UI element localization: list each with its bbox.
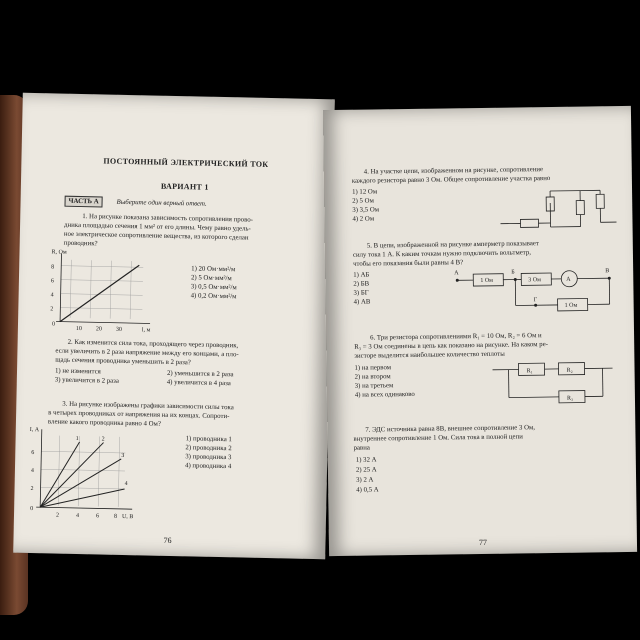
- q1-ytick: 4: [50, 292, 54, 299]
- q6-line-2: R₃ = 3 Ом соединены в цепь как показано на рисунке. На каком ре-: [354, 341, 549, 351]
- q3-line-3: вление какого проводника равно 4 Ом?: [47, 418, 161, 428]
- q4-resistor: [576, 201, 584, 215]
- q3-x-label: U, В: [121, 513, 134, 521]
- q3-ytick: 0: [30, 506, 34, 513]
- q7-line-2: внутреннее сопротивление 1 Ом. Сила тока в полной цепи: [353, 433, 523, 443]
- q7-option-3: 3) 2 А: [356, 476, 374, 484]
- q1-x-label: l, м: [141, 327, 151, 334]
- q6-option-4: 4) на всех одинаково: [354, 390, 415, 399]
- q4-circuit: [500, 182, 621, 234]
- q3-option-4: 4) проводника 4: [185, 462, 232, 471]
- q3-line-label: 3: [121, 452, 125, 459]
- q4-option-1: 1) 12 Ом: [352, 188, 378, 196]
- q4-option-3: 3) 3,5 Ом: [352, 206, 380, 214]
- q3-y-axis: [40, 429, 42, 507]
- q7-line-3: равна: [353, 444, 370, 452]
- q3-ytick: 2: [30, 486, 34, 493]
- q7-option-1: 1) 32 А: [355, 456, 377, 464]
- q7-option-4: 4) 0,5 А: [356, 486, 379, 494]
- q3-option-1: 1) проводника 1: [185, 435, 232, 444]
- part-label: ЧАСТЬ А: [64, 196, 102, 208]
- q2-option-4: 4) увеличится в 4 раза: [166, 378, 231, 388]
- q6-r1-label: R₁: [526, 368, 533, 375]
- q5-line-2: силу тока 1 А. К каким точкам нужно подключить вольтметр,: [352, 249, 531, 259]
- q2-option-1: 1) не изменится: [54, 367, 101, 376]
- q6-circuit: [492, 358, 623, 410]
- q1-line-3: ное электрическое сопротивление вещества, из которого сделан: [63, 230, 249, 242]
- q1-line-4: проводник?: [63, 239, 98, 248]
- q1-option-4: 4) 0,2 Ом·мм²/м: [190, 292, 237, 301]
- q3-line-2: в четырех проводниках от напряжения на их концах. Сопроти-: [48, 409, 230, 421]
- q3-line-4-mark: [40, 487, 124, 509]
- q5-r3-label: 1 Ом: [564, 302, 578, 309]
- q5-option-4: 4) АВ: [353, 298, 371, 306]
- q6-line-3: зисторе выделится наибольшее количество теплоты: [354, 350, 505, 360]
- q7-line-1: 7. ЭДС источника равна 8В, внешнее сопротивление 3 Ом,: [365, 424, 536, 434]
- q5-point-b: Б: [511, 269, 515, 276]
- right-page: [323, 106, 637, 556]
- left-page: [13, 93, 335, 559]
- q5-line-3: чтобы его показания были равны 4 В?: [353, 259, 464, 268]
- q1-y-label: R, Ом: [51, 249, 67, 256]
- q5-option-3: 3) БГ: [353, 289, 369, 297]
- q1-option-1: 1) 20 Ом·мм²/м: [191, 265, 236, 274]
- q5-point-v: В: [605, 268, 610, 275]
- q5-r1-label: 1 Ом: [480, 277, 493, 284]
- instruction: Выберите один верный ответ.: [116, 198, 207, 208]
- q5-point-g: Г: [533, 297, 538, 304]
- q1-xtick: 20: [95, 326, 102, 333]
- q5-option-2: 2) БВ: [353, 280, 370, 288]
- q5-point-a: А: [454, 270, 459, 277]
- q4-resistor: [520, 219, 538, 227]
- q5-line-1: 5. В цепи, изображенной на рисунке амперметр показывает: [366, 240, 539, 250]
- q3-graph: [28, 427, 140, 519]
- q6-option-1: 1) на первом: [354, 364, 392, 372]
- q3-x-axis: [36, 507, 132, 509]
- q2-option-3: 3) увеличится в 2 раза: [54, 376, 119, 385]
- q1-x-axis: [56, 322, 150, 324]
- page-number: 76: [163, 535, 172, 545]
- q3-line-1: 3. На рисунке изображены графики зависимости силы тока: [62, 400, 234, 412]
- q6-r3-label: R₃: [566, 395, 574, 402]
- q3-xtick: 2: [55, 512, 60, 519]
- q2-line-3: щадь сечения проводника уменьшить в 2 раза?: [55, 356, 191, 367]
- q1-y-axis: [60, 254, 61, 322]
- q1-line-2: дника площадью сечения 1 мм² от его длины. Чему равно удель-: [64, 221, 251, 233]
- q3-xtick: 6: [95, 513, 100, 520]
- q6-r2-label: R₂: [566, 367, 573, 374]
- q3-xtick: 8: [113, 513, 118, 520]
- q3-ytick: 6: [31, 450, 35, 457]
- q5-r2-label: 3 Ом: [528, 277, 541, 284]
- variant-title: ВАРИАНТ 1: [160, 181, 209, 192]
- q4-line-2: каждого резистора равно 3 Ом. Общее сопротивление участка равно: [351, 175, 551, 185]
- q1-option-3: 3) 0,5 Ом·мм²/м: [190, 283, 237, 292]
- q1-ytick: 6: [50, 278, 54, 285]
- q2-line-2: если увеличить в 2 раза напряжение между его концами, а пло-: [55, 347, 239, 359]
- q6-option-2: 2) на втором: [354, 373, 391, 381]
- q3-option-3: 3) проводника 3: [185, 453, 232, 462]
- q3-ytick: 4: [30, 468, 34, 475]
- q6-line-1: 6. Три резистора сопротивлениями R₁ = 10 Ом, R₂ = 6 Ом и: [370, 332, 542, 342]
- q1-data-line: [60, 264, 139, 324]
- q4-resistor: [596, 194, 604, 208]
- q3-line-label: 2: [101, 436, 105, 443]
- q3-xtick: 4: [75, 512, 80, 520]
- q1-ytick: 0: [51, 321, 56, 328]
- q3-line-3-mark: [40, 457, 121, 509]
- q1-ytick: 2: [50, 306, 54, 313]
- q7-option-2: 2) 25 А: [355, 466, 377, 474]
- q1-line-1: 1. На рисунке показана зависимость сопротивления прово-: [82, 213, 254, 224]
- page-number: 77: [478, 537, 488, 548]
- q1-ytick: 8: [51, 264, 55, 271]
- q3-option-2: 2) проводника 2: [185, 444, 232, 453]
- section-title: ПОСТОЯННЫЙ ЭЛЕКТРИЧЕСКИЙ ТОК: [103, 156, 269, 169]
- q1-option-2: 2) 5 Ом·мм²/м: [190, 274, 232, 283]
- q1-graph: [50, 249, 162, 334]
- q3-line-label: 4: [124, 481, 128, 488]
- q5-option-1: 1) АБ: [353, 271, 370, 279]
- q2-line-1: 2. Как изменится сила тока, проходящего через проводник,: [67, 338, 239, 350]
- q6-option-3: 3) на третьем: [354, 382, 394, 390]
- q3-y-label: I, А: [29, 427, 40, 434]
- q1-xtick: 10: [75, 325, 82, 333]
- q4-line-1: 4. На участке цепи, изображенном на рисунке, сопротивление: [363, 166, 544, 176]
- q5-ammeter-label: А: [566, 276, 571, 283]
- q5-circuit: [453, 266, 622, 318]
- q3-line-label: 1: [75, 435, 79, 443]
- q4-option-2: 2) 5 Ом: [352, 197, 374, 205]
- q4-option-4: 4) 2 Ом: [352, 215, 375, 223]
- q2-option-2: 2) уменьшится в 2 раза: [166, 369, 234, 379]
- q1-xtick: 30: [115, 326, 122, 333]
